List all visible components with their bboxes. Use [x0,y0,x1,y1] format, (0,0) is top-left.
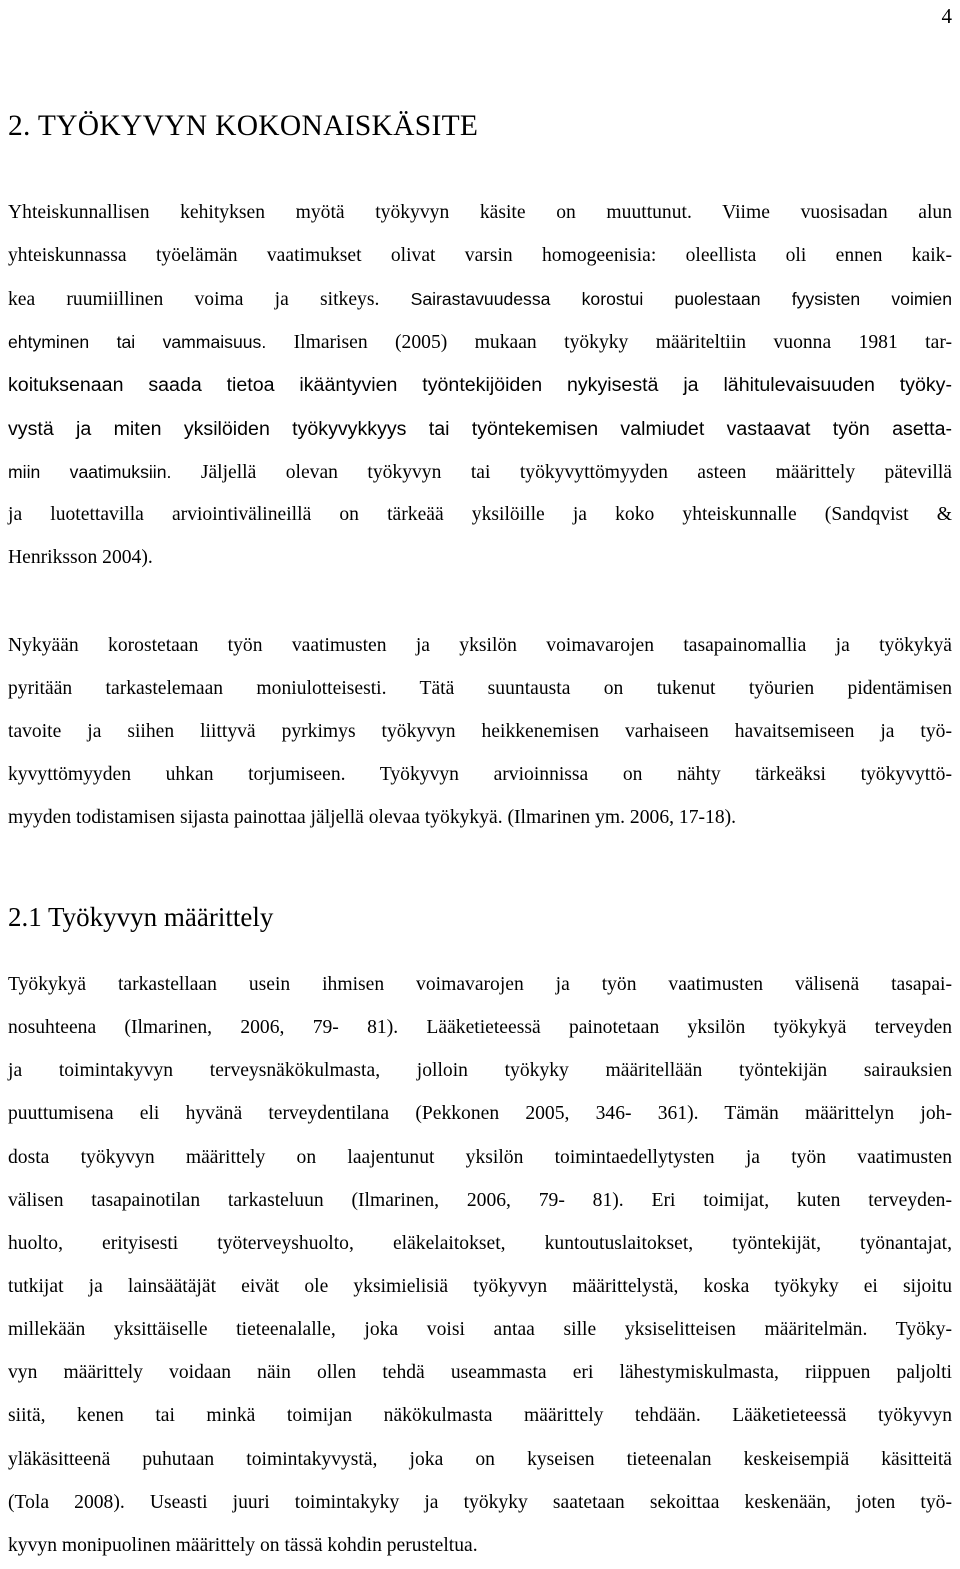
text-line: ja toimintakyvyn terveysnäkökulmasta, jolloin työkyky määritellään työntekijän sairauksien [8,1060,952,1081]
text-line: ja luotettavilla arviointivälineillä on tärkeää yksilöille ja koko yhteiskunnalle (Sandqvist & [8,504,952,525]
text-line: kyvyn monipuolinen määrittely on tässä kohdin perusteltua. [8,1535,478,1556]
text-line [8,460,952,485]
text-line: yläkäsitteenä puhutaan toimintakyvystä, joka on kyseisen tieteenalan keskeisempiä käsitteitä [8,1449,952,1470]
section-heading: 2.1 Työkyvyn määrittely [8,902,274,932]
text-line: nosuhteena (Ilmarinen, 2006, 79- 81). Lääketieteessä painotetaan yksilön työkykyä terveyden [8,1017,952,1038]
chapter-heading: 2. TYÖKYVYN KOKONAISKÄSITE [8,110,479,142]
text-line: vyn määrittely voidaan näin ollen tehdä useammasta eri lähestymiskulmasta, riippuen paljolti [8,1362,952,1383]
text-segment: Jäljellä olevan työkyvyn tai työkyvyttömyyden asteen määrittely pätevillä [200,462,952,483]
text-line: tavoite ja siihen liittyvä pyrkimys työkyvyn heikkenemisen varhaiseen havaitsemiseen ja työ- [8,721,952,742]
text-line: huolto, erityisesti työterveyshuolto, eläkelaitokset, kuntoutuslaitokset, työntekijät, työnantajat, [8,1233,952,1254]
text-line: vystä ja miten yksilöiden työkyvykkyys tai työntekemisen valmiudet vastaavat työn asetta- [8,418,952,440]
text-segment: Sairastavuudessa korostui puolestaan fyysisten voimien [410,289,952,309]
text-segment: miin vaatimuksiin. [8,462,172,482]
text-line: välisen tasapainotilan tarkasteluun (Ilmarinen, 2006, 79- 81). Eri toimijat, kuten terveyden- [8,1190,952,1211]
text-line: myyden todistamisen sijasta painottaa jäljellä olevaa työkykyä. (Ilmarinen ym. 2006, 17-18). [8,807,737,828]
text-line: Nykyään korostetaan työn vaatimusten ja yksilön voimavarojen tasapainomallia ja työkykyä [8,635,952,656]
text-segment: Ilmarisen (2005) mukaan työkyky määriteltiin vuonna 1981 tar- [293,332,952,353]
text-line: siitä, kenen tai minkä toimijan näkökulmasta määrittely tehdään. Lääketieteessä työkyvyn [8,1405,952,1426]
text-line: yhteiskunnassa työelämän vaatimukset olivat varsin homogeenisia: oleellista oli ennen kaik- [8,245,952,266]
text-segment: ehtyminen tai vammaisuus. [8,332,267,352]
text-line [8,330,952,355]
text-segment: kea ruumiillinen voima ja sitkeys. [8,289,380,310]
text-line: millekään yksittäiselle tieteenalalle, joka voisi antaa sille yksiselitteisen määritelmän. Työky- [8,1319,952,1340]
text-line: Henriksson 2004). [8,547,153,568]
text-line: kyvyttömyyden uhkan torjumiseen. Työkyvyn arvioinnissa on nähty tärkeäksi työkyvyttö- [8,764,952,785]
text-line: (Tola 2008). Useasti juuri toimintakyky ja työkyky saatetaan sekoittaa keskenään, joten työ- [8,1492,952,1513]
text-line: Yhteiskunnallisen kehityksen myötä työkyvyn käsite on muuttunut. Viime vuosisadan alun [8,202,952,223]
page-number: 4 [941,4,952,28]
text-line: Työkykyä tarkastellaan usein ihmisen voimavarojen ja työn vaatimusten välisenä tasapai- [8,974,952,995]
text-line: tutkijat ja lainsäätäjät eivät ole yksimielisiä työkyvyn määrittelystä, koska työkyky ei sijoitu [8,1276,952,1297]
text-line: puuttumisena eli hyvänä terveydentilana (Pekkonen 2005, 346- 361). Tämän määrittelyn joh- [8,1103,952,1124]
text-line: koituksenaan saada tietoa ikääntyvien työntekijöiden nykyisestä ja lähitulevaisuuden työky- [8,374,952,396]
text-line: pyritään tarkastelemaan moniulotteisesti. Tätä suuntausta on tukenut työurien pidentämisen [8,678,952,699]
text-line: dosta työkyvyn määrittely on laajentunut yksilön toimintaedellytysten ja työn vaatimusten [8,1147,952,1168]
text-line [8,287,952,312]
